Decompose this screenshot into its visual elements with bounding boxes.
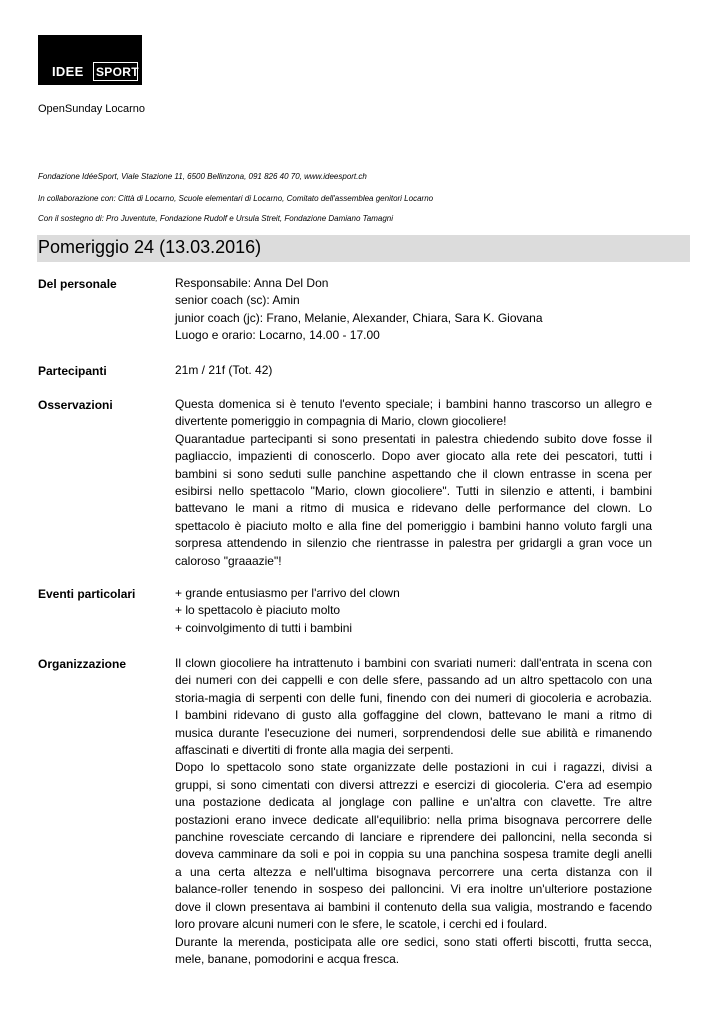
text-line: pagliaccio, impazienti di conoscerlo. Dopo aver giocato alla rete dei pescatori, tutti i (175, 449, 652, 464)
meta-collaboration: In collaborazione con: Città di Locarno, Scuole elementari di Locarno, Comitato dell'assemblea genitori Locarno (38, 194, 434, 203)
text-line: Quarantadue partecipanti si sono presentati in palestra chiedendo subito dove fosse il (175, 431, 652, 446)
text-line: bambini si sono seduti sulle panchine aspettando che il clown entrasse in scena per (175, 466, 652, 481)
text-line: + grande entusiasmo per l'arrivo del clown (175, 586, 400, 600)
text-line: loro provare alcuni numeri con le sfere, le scatole, i cerchi ed i foulard. (175, 917, 548, 932)
text-line: caloroso "graaazie"! (175, 553, 282, 568)
text-line: balance-roller tenendo in sospeso dei palloncini. Vi era inoltre un'ulteriore postazione (175, 882, 652, 897)
meta-address: Fondazione IdéeSport, Viale Stazione 11, 6500 Bellinzona, 091 826 40 70, www.ideesport.ch (38, 172, 367, 181)
text-line: affascinati e divertiti di fronte alla magia dei serpenti. (175, 743, 454, 758)
text-line: junior coach (jc): Frano, Melanie, Alexander, Chiara, Sara K. Giovana (175, 310, 543, 325)
section-label-organizzazione: Organizzazione (38, 657, 127, 671)
text-line: postazioni erano invece dedicate all'equilibrio: nella prima bisognava percorrere delle (175, 812, 652, 827)
text-line: Luogo e orario: Locarno, 14.00 - 17.00 (175, 328, 380, 343)
text-line: mele, banane, pomodorini e acqua fresca. (175, 951, 400, 966)
logo-text-sport: SPORT (96, 65, 139, 79)
section-label-personale: Del personale (38, 277, 117, 291)
section-content-personale (175, 275, 652, 345)
section-content-osservazioni (175, 396, 652, 570)
text-line: Durante la merenda, posticipata alle ore sedici, sono stati offerti biscotti, frutta secca, (175, 934, 652, 949)
section-label-eventi: Eventi particolari (38, 587, 136, 601)
text-line: panchine rovesciate cercando di lanciare e riprendere dei palloncini, nella seconda si (175, 830, 652, 845)
text-line: doveva camminare da soli e poi in coppia su una panchina sospesa tramite degli anelli (175, 847, 652, 862)
section-label-partecipanti: Partecipanti (38, 364, 107, 378)
section-content-partecipanti (175, 362, 652, 379)
text-line: dove il clown presentava ai bambini il contenuto della sua valigia, mostrando e facendo (175, 899, 652, 914)
text-line: sorpresa attendendo in silenzio che rientrasse in palestra per gridargli a gran voce un (175, 536, 652, 551)
text-line: senior coach (sc): Amin (175, 293, 300, 308)
text-line: musica durante l'esecuzione dei numeri, sorprendendosi delle sue abilità e rimanendo (175, 725, 652, 740)
text-line: divertente pomeriggio in compagnia di Mario, clown giocoliere! (175, 414, 507, 429)
text-line: esibirsi nello spettacolo "Mario, clown giocoliere". Tutti in silenzio e attenti, i bambini (175, 484, 652, 499)
text-line: spettacolo è piaciuto molto e alla fine del pomeriggio i bambini hanno voluto fargli una (175, 518, 652, 533)
text-line: I bambini ridevano di gusto alla goffaggine del clown, battevano le mani a ritmo di (175, 708, 652, 723)
text-line: + lo spettacolo è piaciuto molto (175, 603, 341, 618)
section-content-organizzazione (175, 655, 652, 968)
text-line: Questa domenica si è tenuto l'evento speciale; i bambini hanno trascorso un allegro e (175, 397, 652, 411)
text-line: battevano le mani a ritmo di musica e ridevano delle performance del clown. Lo (175, 501, 652, 516)
page-title: Pomeriggio 24 (13.03.2016) (38, 237, 262, 257)
text-line: una postazione dedicata al jonglage con palline e un'altra con clavette. Tre altre (175, 795, 652, 810)
text-line: gruppi, si sono cimentati con diversi attrezzi e esercizi di giocoleria. C'era ad esempio (175, 777, 652, 792)
text-line: + coinvolgimento di tutti i bambini (175, 620, 353, 635)
text-line: Responsabile: Anna Del Don (175, 276, 329, 290)
text-line: storia-magia di serpenti con delle funi, finendo con dei numeri di giocoleria e acrobazia. (175, 690, 652, 705)
text-line: a una certa altezza e nell'ultima bisognava percorrere una certa distanza con il (175, 864, 652, 879)
section-content-eventi (175, 585, 652, 637)
text-line: dei numeri con dei cappelli e con delle sfere, passando ad un altro spettacolo con una (175, 673, 652, 688)
org-title: OpenSunday Locarno (38, 103, 146, 115)
ideesport-logo (38, 35, 142, 85)
section-label-osservazioni: Osservazioni (38, 398, 113, 412)
text-line: 21m / 21f (Tot. 42) (175, 363, 273, 377)
logo-text-idee: IDEE (52, 64, 84, 79)
text-line: Dopo lo spettacolo sono state organizzate delle postazioni in cui i ragazzi, divisi a (175, 760, 652, 775)
meta-support: Con il sostegno di: Pro Juventute, Fondazione Rudolf e Ursula Streit, Fondazione Damiano Tamagni (38, 214, 394, 223)
text-line: Il clown giocoliere ha intrattenuto i bambini con svariati numeri: dall'entrata in scena con (175, 656, 652, 670)
